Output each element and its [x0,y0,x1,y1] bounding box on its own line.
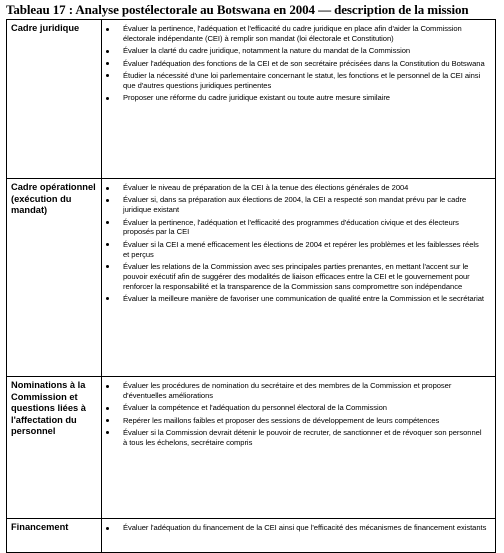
table-row [7,20,496,179]
bullet-icon [106,221,109,224]
list-item: Évaluer si la Commission devrait détenir le pouvoir de recruter, de sanctionner et de révoquer son personnel à tous les échelons, secrétaire compris [102,428,487,448]
list-item: Évaluer l'adéquation du financement de la CEI ainsi que l'efficacité des mécanismes de financement existants [102,523,487,533]
row-category: Financement [7,519,102,553]
list-item: Évaluer si, dans sa préparation aux élections de 2004, la CEI a respecté son mandat prévu par le cadre juridique existant [102,195,487,215]
row-category: Cadre juridique [7,20,102,179]
table-row [7,377,496,519]
mission-table [6,19,496,553]
row-items [102,377,496,519]
list-item: Évaluer la pertinence, l'adéquation et l'efficacité des programmes d'éducation civique et des électeurs proposés par la CEI [102,218,487,238]
list-item: Proposer une réforme du cadre juridique existant ou toute autre mesure similaire [102,93,487,103]
bullet-icon [106,407,109,410]
list-item: Évaluer la pertinence, l'adéquation et l'efficacité du cadre juridique en place afin d'aider la Commission électorale indépendante (CEI) à remplir son mandat (loi électorale et Constitution) [102,24,487,44]
row-items [102,519,496,553]
bullet-icon [106,527,109,530]
bullet-icon [106,385,109,388]
bullet-icon [106,297,109,300]
list-item: Évaluer le niveau de préparation de la CEI à la tenue des élections générales de 2004 [102,183,487,193]
list-item: Évaluer la meilleure manière de favoriser une communication de qualité entre la Commission et le secrétariat [102,294,487,304]
list-item: Évaluer la compétence et l'adéquation du personnel électoral de la Commission [102,403,487,413]
table-row [7,179,496,377]
row-items [102,20,496,179]
bullet-icon [106,187,109,190]
bullet-icon [106,74,109,77]
bullet-icon [106,243,109,246]
bullet-icon [106,431,109,434]
list-item: Évaluer si la CEI a mené efficacement les élections de 2004 et repérer les problèmes et les faiblesses réels et perçus [102,240,487,260]
bullet-icon [106,50,109,53]
table-title: Tableau 17 : Analyse postélectorale au Botswana en 2004 — description de la mission [6,2,469,17]
bullet-icon [106,62,109,65]
list-item: Évaluer les relations de la Commission avec ses principales parties prenantes, en mettant l'accent sur le pouvoir exécutif afin de suggérer des modalités de liaison efficaces entre la CEI et le gouvernement pour renforcer la responsabilité et la transparence de la Commission sans compromettre son indépendance [102,262,487,291]
row-category: Nominations à la Commission et questions liées à l'affectation du personnel [7,377,102,519]
bullet-icon [106,199,109,202]
table-row [7,519,496,553]
row-category: Cadre opérationnel (exécution du mandat) [7,179,102,377]
list-item: Évaluer les procédures de nomination du secrétaire et des membres de la Commission et proposer d'éventuelles améliorations [102,381,487,401]
list-item: Évaluer l'adéquation des fonctions de la CEI et de son secrétaire précisées dans la Constitution du Botswana [102,59,487,69]
bullet-icon [106,28,109,31]
list-item: Évaluer la clarté du cadre juridique, notamment la nature du mandat de la Commission [102,46,487,56]
list-item: Repérer les maillons faibles et proposer des sessions de développement de leurs compétences [102,416,487,426]
list-item: Étudier la nécessité d'une loi parlementaire concernant le statut, les fonctions et le personnel de la CEI ainsi que d'autres questions juridiques pertinentes [102,71,487,91]
bullet-icon [106,265,109,268]
bullet-icon [106,419,109,422]
bullet-icon [106,97,109,100]
row-items [102,179,496,377]
